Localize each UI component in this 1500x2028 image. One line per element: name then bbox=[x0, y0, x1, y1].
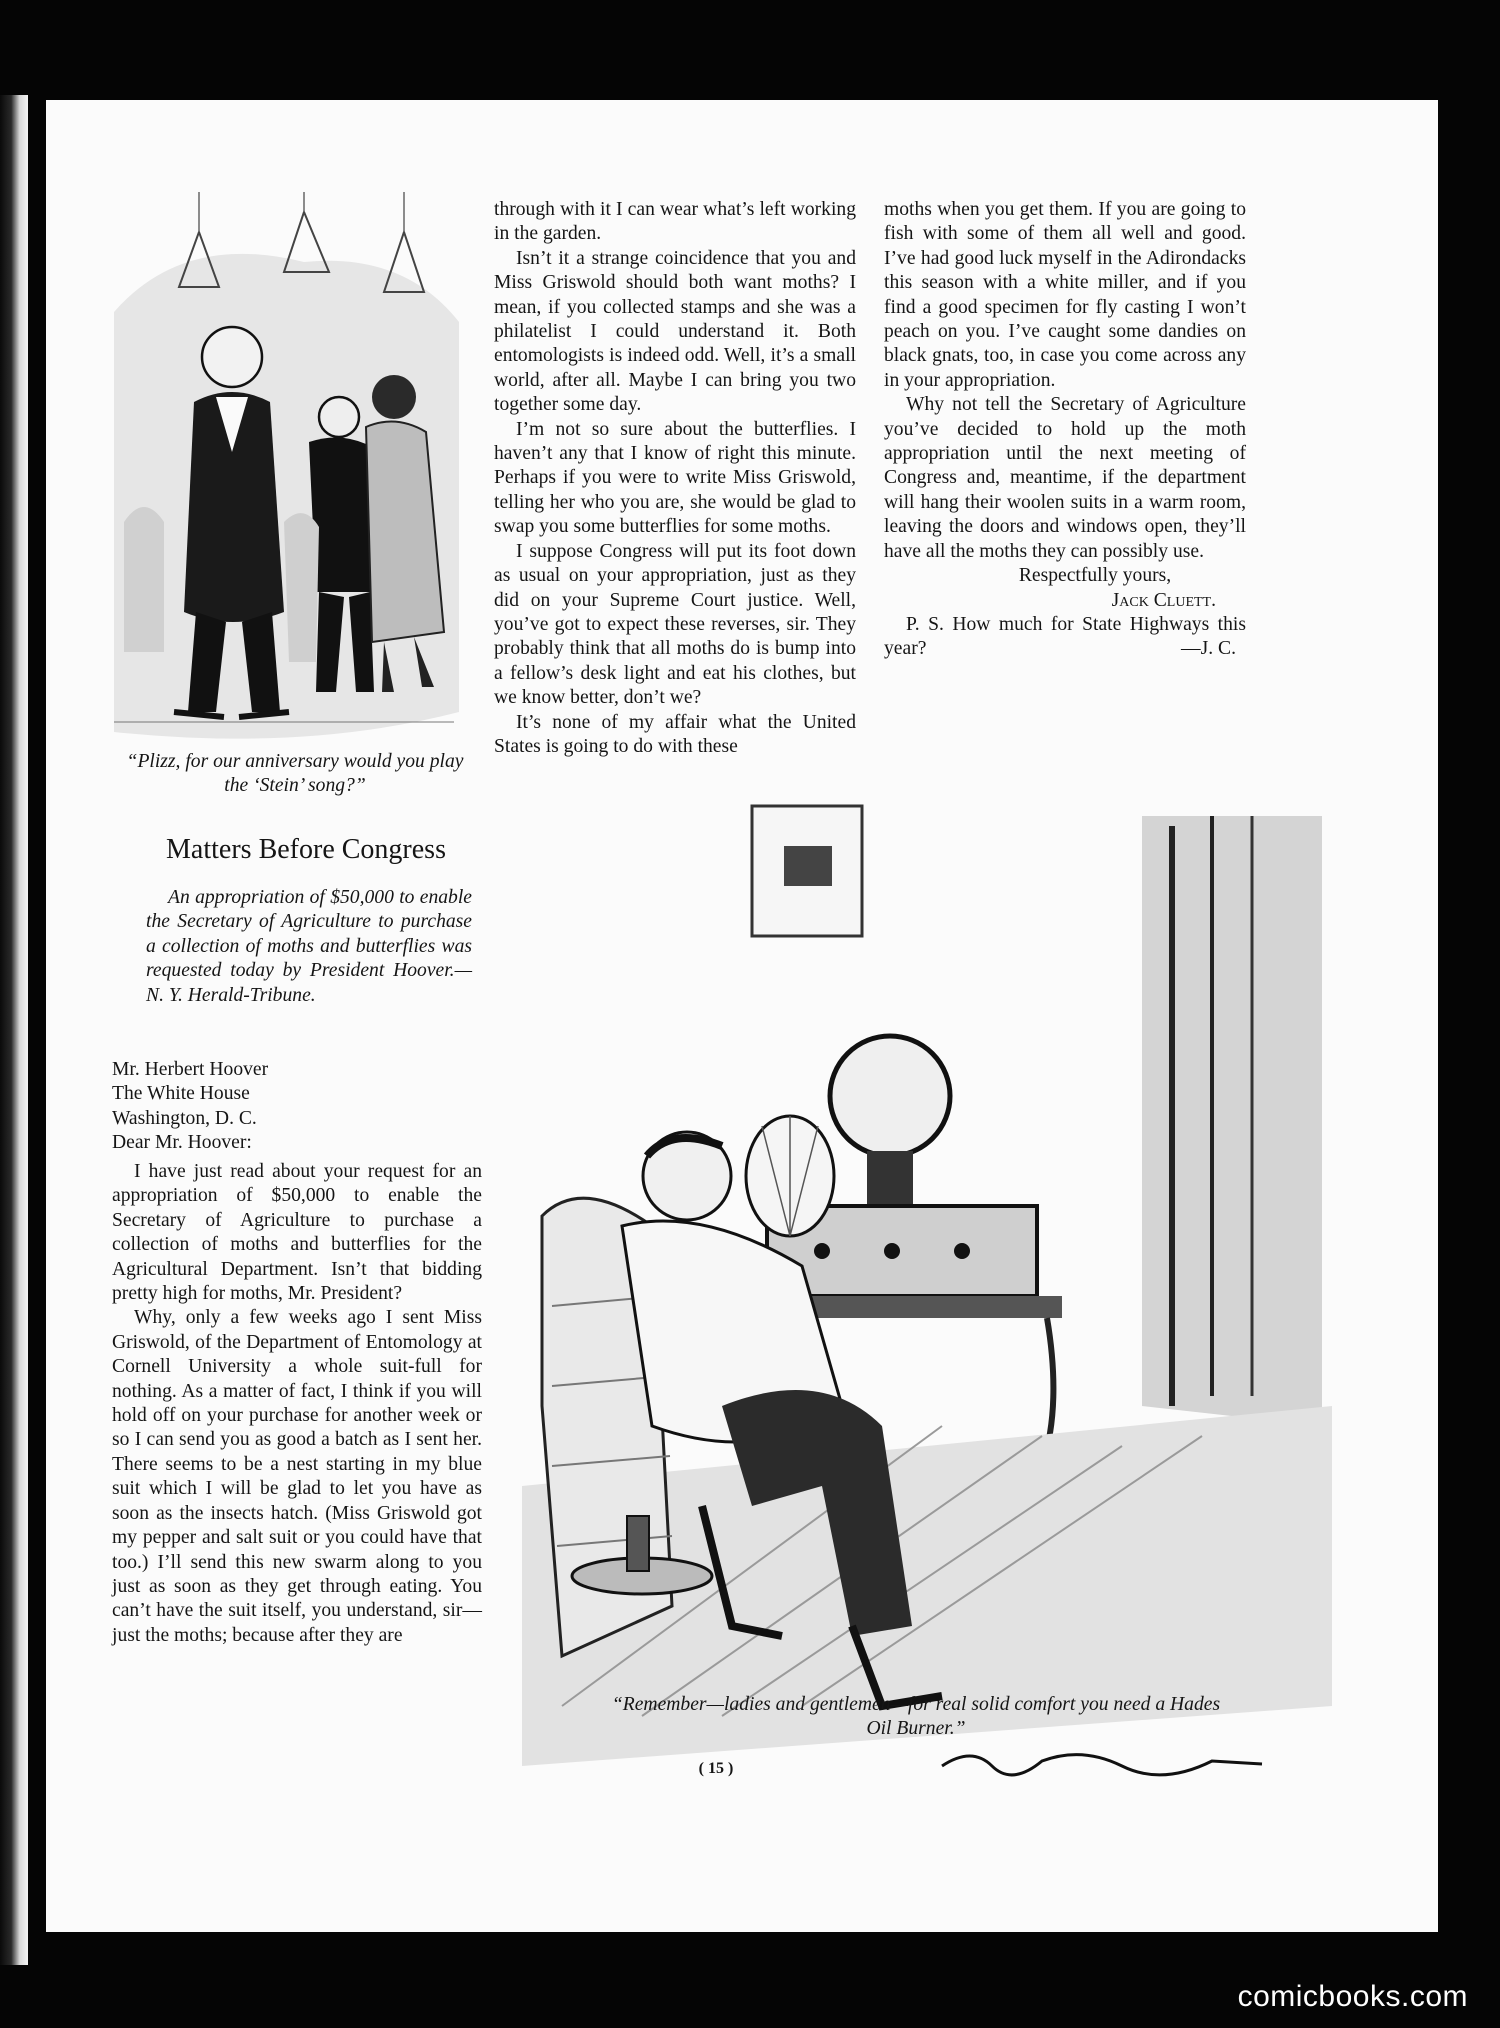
article-column-2 bbox=[494, 198, 856, 759]
article-column-3 bbox=[884, 198, 1246, 662]
magazine-page bbox=[46, 100, 1438, 1932]
letter-address-block bbox=[112, 1058, 472, 1156]
epigraph-text: An appropriation of $50,000 to enable the Secretary of Agriculture to purchase a collection of moths and butterflies was requested today by President Hoover.—N. Y. Herald-Tribune. bbox=[146, 887, 472, 1006]
article-epigraph bbox=[146, 886, 472, 1008]
address-line: Washington, D. C. bbox=[112, 1107, 257, 1129]
source-watermark: comicbooks.com bbox=[1237, 1980, 1468, 2013]
postscript-initials: —J. C. bbox=[1181, 638, 1236, 660]
page-number: ( 15 ) bbox=[698, 1760, 734, 1777]
paragraph: I’m not so sure about the butterflies. I haven’t any that I know of right this minute. Perhaps if you were to write Miss Griswold, telling her who you are, she would be glad to swap you some butterflies for some moths. bbox=[494, 418, 856, 538]
paragraph: moths when you get them. If you are going to fish with some of them all well and good. I’ve had good luck myself in the Adirondacks this season with a white miller, and if you find a good specimen for fly casting I won’t peach on you. I’ve caught some dandies on black gnats, too, in case you come across any in your appropriation. bbox=[884, 199, 1246, 391]
article-headline: Matters Before Congress bbox=[166, 834, 446, 865]
postscript-text: P. S. How much for State Highways this year? bbox=[884, 613, 1246, 660]
paragraph: I have just read about your request for an appropriation of $50,000 to enable the Secretary of Agriculture to purchase a collection of moths and butterflies for the Agricultural Department. Isn’t that bidding pretty high for moths, Mr. President? bbox=[112, 1161, 482, 1305]
salutation: Dear Mr. Hoover: bbox=[112, 1132, 252, 1154]
cartoon-caption-anniversary: “Plizz, for our anniversary would you play the ‘Stein’ song?” bbox=[126, 751, 464, 796]
article-column-1 bbox=[112, 1160, 482, 1648]
paragraph: Why not tell the Secretary of Agriculture you’ve decided to hold up the moth appropriation until the next meeting of Congress and, meantime, if the department will hang their woolen suits in a warm room, leaving the doors and windows open, they’ll have all the moths they can possibly use. bbox=[884, 394, 1246, 562]
cartoon-illustration-oil-burner bbox=[522, 706, 1332, 1816]
postscript bbox=[884, 613, 1246, 662]
letter-closing: Respectfully yours, bbox=[1018, 565, 1172, 587]
paragraph: I suppose Congress will put its foot down as usual on your appropriation, just as they did on your Supreme Court justice. Well, you’ve got to expect these reverses, sir. They probably think that all moths do is bump into a fellow’s desk light and eat his clothes, but we know better, don’t we? bbox=[494, 540, 856, 709]
address-line: The White House bbox=[112, 1083, 250, 1105]
cartoon-caption-oil-burner: “Remember—ladies and gentlemen—for real solid comfort you need a Hades Oil Burner.” bbox=[611, 1694, 1221, 1739]
paragraph: Isn’t it a strange coincidence that you and Miss Griswold should both want moths? I mean, if you collected stamps and she was a philatelist I could understand it. Both entomologists is indeed odd. Well, it’s a small world, after all. Maybe I can bring you two together some day. bbox=[494, 247, 856, 416]
paragraph: Why, only a few weeks ago I sent Miss Griswold, of the Department of Entomology at Cornell University a whole suit-full for nothing. As a matter of fact, I think if you will hold off on your purchase for another week or so I can send you as good a batch as I sent her. There seems to be a nest starting in my blue suit which I will be glad to let you have as soon as the insects hatch. (Miss Griswold got my pepper and salt suit or you could have that too.) I’ll send this new swarm along to you just as soon as they get through eating. You can’t have the suit itself, you understand, sir—just the moths; because after they are bbox=[112, 1307, 482, 1646]
address-line: Mr. Herbert Hoover bbox=[112, 1059, 269, 1080]
binding-spine bbox=[0, 95, 28, 1965]
cartoon-illustration-waiter bbox=[104, 192, 464, 812]
letter-signature: Jack Cluett. bbox=[1111, 589, 1216, 611]
paragraph: through with it I can wear what’s left working in the garden. bbox=[494, 199, 856, 245]
paragraph: It’s none of my affair what the United States is going to do with these bbox=[494, 711, 856, 757]
